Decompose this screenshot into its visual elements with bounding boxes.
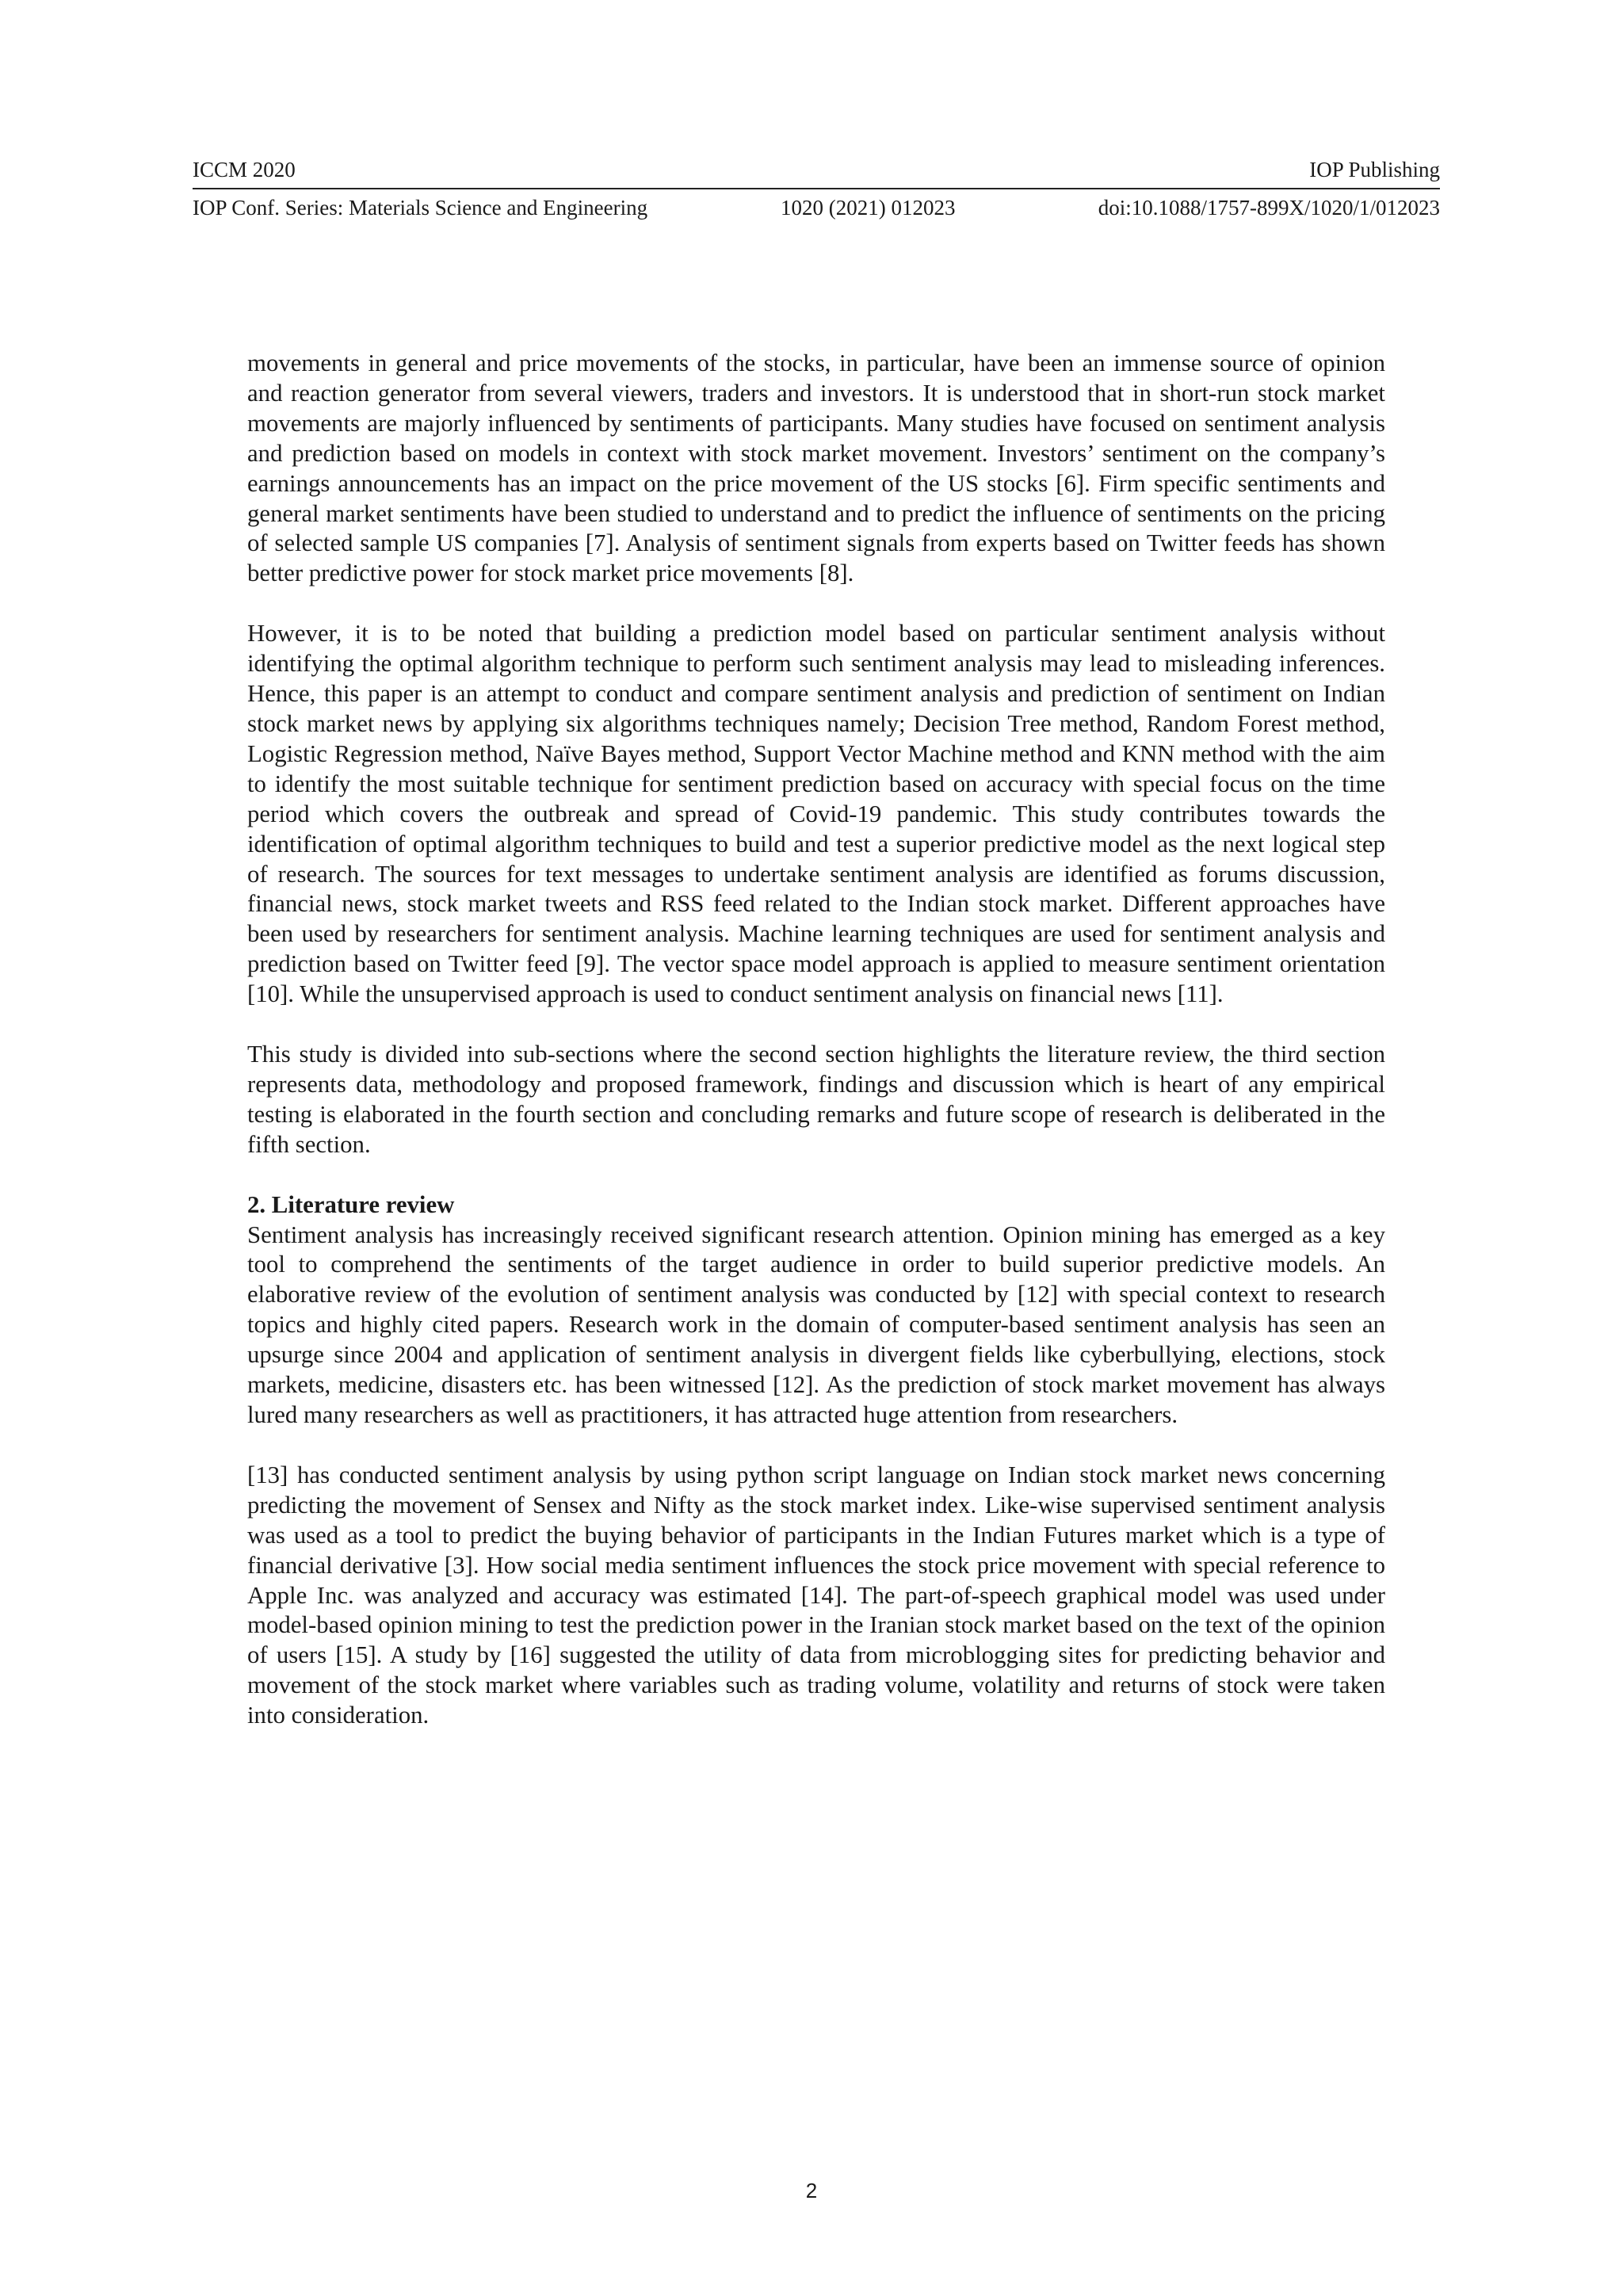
page-number: 2 [805, 2179, 818, 2202]
paragraph-1: movements in general and price movements of the stocks, in particular, have been an immense source of opinion and reaction generator from several viewers, traders and investors. It is understood that in short-run stock market movements are majorly influenced by sentiments of participants. Many studies have focused on sentiment analysis and prediction based on models in context with stock market movement. Investors’ sentiment on the company’s earnings announcements has an impact on the price movement of the US stocks [6]. Firm specific sentiments and general market sentiments have been studied to understand and to predict the influence of sentiments on the pricing of selected sample US companies [7]. Analysis of sentiment signals from experts based on Twitter feeds has shown better predictive power for stock market price movements [8]. [247, 350, 1385, 587]
header-divider [193, 188, 1440, 189]
conference-name: ICCM 2020 [193, 158, 296, 181]
literature-paragraph-1: Sentiment analysis has increasingly received significant research attention. Opinion mining has emerged as a key tool to comprehend the sentiments of the target audience in order to build superior predictive models. An elaborative review of the evolution of sentiment analysis was conducted by [12] with special context to research topics and highly cited papers. Research work in the domain of computer-based sentiment analysis has seen an upsurge since 2004 and application of sentiment analysis in divergent fields like cyberbullying, elections, stock markets, medicine, disasters etc. has been witnessed [12]. As the prediction of stock market movement has always lured many researchers as well as practitioners, it has attracted huge attention from researchers. [247, 1221, 1385, 1428]
paragraph-3: This study is divided into sub-sections where the second section highlights the literature review, the third section represents data, methodology and proposed framework, findings and discussion which is heart of any empirical testing is elaborated in the fourth section and concluding remarks and future scope of research is deliberated in the fifth section. [247, 1041, 1385, 1158]
running-header-bottom [193, 195, 1440, 220]
publisher-name: IOP Publishing [1309, 158, 1440, 181]
journal-series: IOP Conf. Series: Materials Science and Engineering [193, 196, 648, 220]
literature-paragraph-2: [13] has conducted sentiment analysis by using python script language on Indian stock market news concerning predicting the movement of Sensex and Nifty as the stock market index. Like-wise supervised sentiment analysis was used as a tool to predict the buying behavior of participants in the Indian Futures market which is a type of financial derivative [3]. How social media sentiment influences the stock price movement with special reference to Apple Inc. was analyzed and accuracy was estimated [14]. The part-of-speech graphical model was used under model-based opinion mining to test the prediction power in the Iranian stock market based on the text of the opinion of users [15]. A study by [16] suggested the utility of data from microblogging sites for predicting behavior and movement of the stock market where variables such as trading volume, volatility and returns of stock were taken into consideration. [247, 1461, 1385, 1729]
running-header-top [193, 157, 1440, 182]
doi-link[interactable]: doi:10.1088/1757-899X/1020/1/012023 [1098, 196, 1440, 220]
section-heading-literature-review: 2. Literature review [247, 1190, 455, 1218]
article-body [247, 349, 1385, 1761]
paragraph-2: However, it is to be noted that building a prediction model based on particular sentiment analysis without identifying the optimal algorithm technique to perform such sentiment analysis may lead to misleading inferences. Hence, this paper is an attempt to conduct and compare sentiment analysis and prediction of sentiment on Indian stock market news by applying six algorithms techniques namely; Decision Tree method, Random Forest method, Logistic Regression method, Naïve Bayes method, Support Vector Machine method and KNN method with the aim to identify the most suitable technique for sentiment prediction based on accuracy with special focus on the time period which covers the outbreak and spread of Covid-19 pandemic. This study contributes towards the identification of optimal algorithm techniques to build and test a superior predictive model as the next logical step of research. The sources for text messages to undertake sentiment analysis are identified as forums discussion, financial news, stock market tweets and RSS feed related to the Indian stock market. Different approaches have been used by researchers for sentiment analysis. Machine learning techniques are used for sentiment analysis and prediction based on Twitter feed [9]. The vector space model approach is applied to measure sentiment orientation [10]. While the unsupervised approach is used to conduct sentiment analysis on financial news [11]. [247, 620, 1385, 1008]
volume-info: 1020 (2021) 012023 [781, 196, 956, 220]
